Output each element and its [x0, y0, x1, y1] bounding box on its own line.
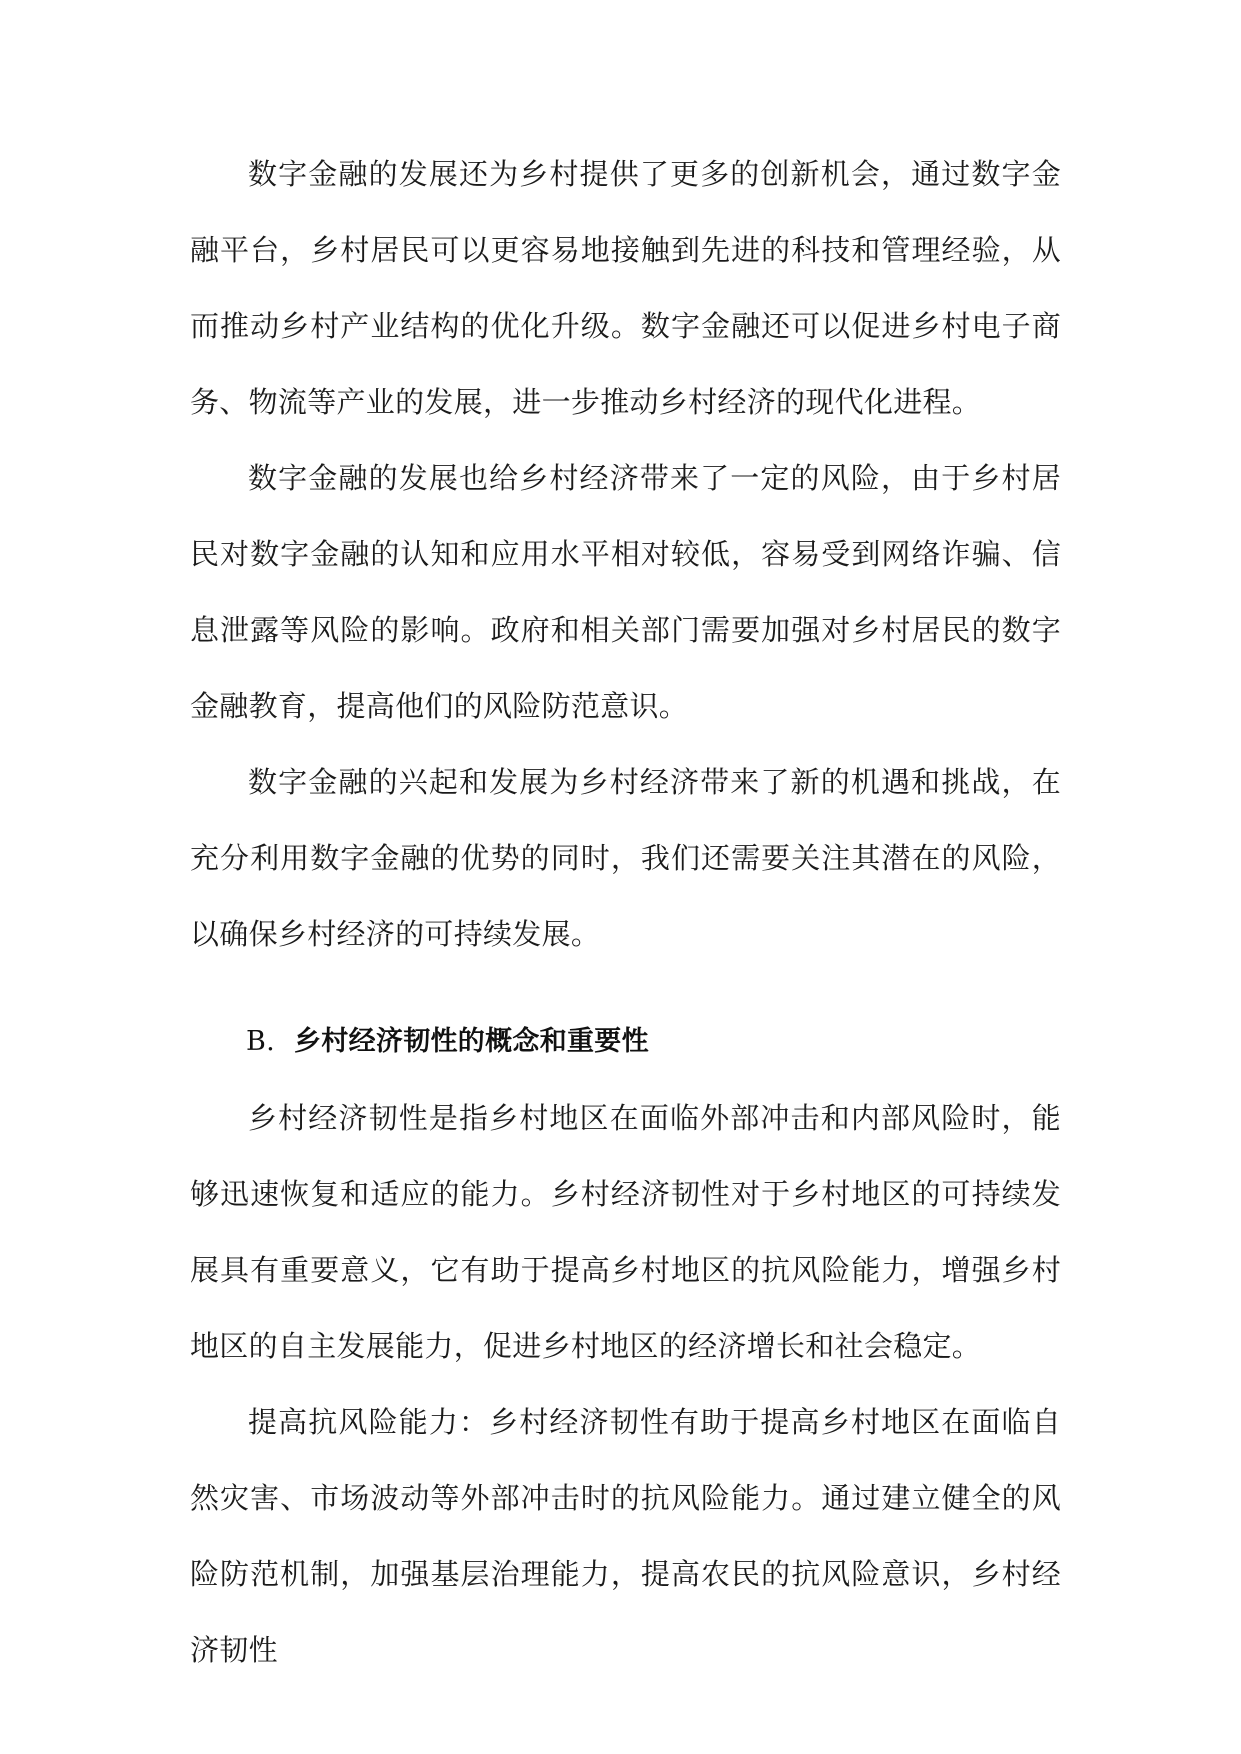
paragraph-risk-resistance: 提高抗风险能力：乡村经济韧性有助于提高乡村地区在面临自然灾害、市场波动等外部冲击时的抗风险能力。通过建立健全的风险防范机制，加强基层治理能力，提高农民的抗风险意识，乡村经济韧性: [190, 1405, 1061, 1667]
section-title: 乡村经济韧性的概念和重要性: [294, 1026, 649, 1057]
section-heading: [190, 1004, 1061, 1080]
section-marker: B.: [246, 1026, 276, 1057]
paragraph-opportunity: 数字金融的兴起和发展为乡村经济带来了新的机遇和挑战，在充分利用数字金融的优势的同时，我们还需要关注其潜在的风险，以确保乡村经济的可持续发展。: [190, 765, 1061, 951]
paragraph-resilience-definition: 乡村经济韧性是指乡村地区在面临外部冲击和内部风险时，能够迅速恢复和适应的能力。乡村经济韧性对于乡村地区的可持续发展具有重要意义，它有助于提高乡村地区的抗风险能力，增强乡村地区的自主发展能力，促进乡村地区的经济增长和社会稳定。: [190, 1101, 1061, 1363]
document-body: [190, 136, 1061, 1688]
paragraph-innovation: 数字金融的发展还为乡村提供了更多的创新机会，通过数字金融平台，乡村居民可以更容易地接触到先进的科技和管理经验，从而推动乡村产业结构的优化升级。数字金融还可以促进乡村电子商务、物流等产业的发展，进一步推动乡村经济的现代化进程。: [190, 157, 1061, 419]
paragraph-risk: 数字金融的发展也给乡村经济带来了一定的风险，由于乡村居民对数字金融的认知和应用水平相对较低，容易受到网络诈骗、信息泄露等风险的影响。政府和相关部门需要加强对乡村居民的数字金融教育，提高他们的风险防范意识。: [190, 461, 1061, 723]
